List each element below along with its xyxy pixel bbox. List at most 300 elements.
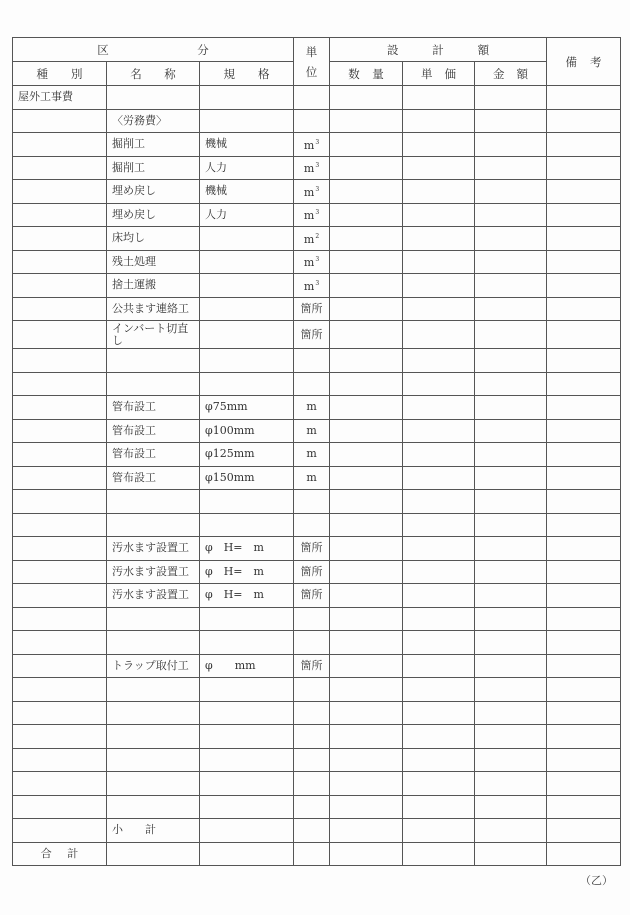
name-cell[interactable] — [107, 678, 200, 702]
spec-cell[interactable]: φ H= m — [200, 584, 294, 608]
remarks-cell[interactable] — [547, 560, 621, 584]
remarks-cell[interactable] — [547, 654, 621, 678]
unit-price-cell[interactable] — [403, 396, 475, 420]
header-design-amount: 設 計 額 — [330, 38, 547, 62]
total-row — [13, 842, 621, 866]
name-cell[interactable] — [107, 631, 200, 655]
remarks-cell[interactable] — [547, 419, 621, 443]
unit-price-cell[interactable] — [403, 607, 475, 631]
unit-cell[interactable] — [294, 701, 330, 725]
form-mark: （乙） — [580, 874, 613, 887]
unit-price-cell[interactable] — [403, 349, 475, 373]
amount-cell[interactable] — [475, 701, 547, 725]
name-cell[interactable] — [107, 372, 200, 396]
unit-price-cell[interactable] — [403, 109, 475, 133]
remarks-cell[interactable] — [547, 227, 621, 251]
quantity-cell[interactable] — [330, 584, 403, 608]
amount-cell[interactable] — [475, 133, 547, 157]
type-cell[interactable] — [13, 584, 107, 608]
type-cell[interactable] — [13, 513, 107, 537]
remarks-cell[interactable] — [547, 133, 621, 157]
table-row — [13, 631, 621, 655]
name-cell[interactable] — [107, 795, 200, 819]
remarks-cell[interactable] — [547, 297, 621, 321]
unit-price-cell[interactable] — [403, 419, 475, 443]
quantity-cell[interactable] — [330, 419, 403, 443]
name-cell[interactable]: 小 計 — [107, 819, 200, 843]
type-cell[interactable] — [13, 537, 107, 561]
table-row — [13, 748, 621, 772]
unit-price-cell[interactable] — [403, 772, 475, 796]
unit-exponent: 2 — [315, 232, 320, 240]
unit-text: m — [306, 400, 317, 414]
unit-cell[interactable] — [294, 180, 330, 204]
unit-cell[interactable] — [294, 227, 330, 251]
name-cell[interactable]: 管布設工 — [107, 396, 200, 420]
unit-cell[interactable] — [294, 86, 330, 110]
table-row — [13, 678, 621, 702]
unit-price-cell[interactable] — [403, 180, 475, 204]
remarks-cell[interactable] — [547, 607, 621, 631]
amount-cell[interactable] — [475, 321, 547, 349]
unit-cell[interactable] — [294, 419, 330, 443]
table-row — [13, 133, 621, 157]
remarks-cell[interactable] — [547, 819, 621, 843]
name-cell[interactable] — [107, 86, 200, 110]
spec-cell[interactable] — [200, 607, 294, 631]
unit-cell[interactable] — [294, 443, 330, 467]
spec-cell[interactable] — [200, 772, 294, 796]
name-cell[interactable] — [107, 513, 200, 537]
type-cell[interactable] — [13, 349, 107, 373]
quantity-cell[interactable] — [330, 396, 403, 420]
spec-cell[interactable]: 人力 — [200, 156, 294, 180]
type-cell[interactable] — [13, 203, 107, 227]
table-row — [13, 86, 621, 110]
table-row — [13, 180, 621, 204]
quantity-cell[interactable] — [330, 725, 403, 749]
unit-text: m — [303, 138, 315, 152]
quantity-cell[interactable] — [330, 560, 403, 584]
name-cell[interactable]: 汚水ます設置工 — [107, 537, 200, 561]
amount-cell[interactable] — [475, 396, 547, 420]
unit-cell[interactable] — [294, 678, 330, 702]
type-cell[interactable] — [13, 725, 107, 749]
unit-price-cell[interactable] — [403, 156, 475, 180]
header-unit-price: 単 価 — [403, 62, 475, 86]
unit-cell[interactable] — [294, 250, 330, 274]
type-cell[interactable] — [13, 466, 107, 490]
quantity-cell[interactable] — [330, 772, 403, 796]
spec-cell[interactable]: φ mm — [200, 654, 294, 678]
table-row — [13, 795, 621, 819]
quantity-cell[interactable] — [330, 795, 403, 819]
table-row — [13, 203, 621, 227]
header-row-1 — [13, 38, 621, 62]
unit-exponent: 3 — [315, 185, 320, 193]
spec-cell[interactable] — [200, 372, 294, 396]
quantity-cell[interactable] — [330, 607, 403, 631]
type-cell[interactable] — [13, 250, 107, 274]
quantity-cell[interactable] — [330, 513, 403, 537]
header-unit: 単位 — [294, 38, 330, 86]
name-cell[interactable]: 公共ます連絡工 — [107, 297, 200, 321]
type-cell[interactable] — [13, 133, 107, 157]
quantity-cell[interactable] — [330, 466, 403, 490]
quantity-cell[interactable] — [330, 203, 403, 227]
name-cell[interactable]: 掘削工 — [107, 133, 200, 157]
quantity-cell[interactable] — [330, 133, 403, 157]
table-row — [13, 109, 621, 133]
table-row — [13, 396, 621, 420]
type-cell[interactable] — [13, 654, 107, 678]
spec-cell[interactable] — [200, 748, 294, 772]
spec-cell[interactable] — [200, 701, 294, 725]
total-cell[interactable] — [475, 842, 547, 866]
remarks-cell[interactable] — [547, 250, 621, 274]
remarks-cell[interactable] — [547, 678, 621, 702]
quantity-cell[interactable] — [330, 274, 403, 298]
remarks-cell[interactable] — [547, 86, 621, 110]
spec-cell[interactable] — [200, 86, 294, 110]
amount-cell[interactable] — [475, 795, 547, 819]
spec-cell[interactable]: φ75mm — [200, 396, 294, 420]
table-row — [13, 156, 621, 180]
name-cell[interactable]: トラップ取付工 — [107, 654, 200, 678]
amount-cell[interactable] — [475, 227, 547, 251]
amount-cell[interactable] — [475, 297, 547, 321]
total-cell[interactable] — [547, 842, 621, 866]
unit-cell[interactable] — [294, 274, 330, 298]
unit-cell[interactable] — [294, 109, 330, 133]
quantity-cell[interactable] — [330, 372, 403, 396]
amount-cell[interactable] — [475, 584, 547, 608]
spec-cell[interactable] — [200, 513, 294, 537]
name-cell[interactable] — [107, 607, 200, 631]
name-cell[interactable]: 捨土運搬 — [107, 274, 200, 298]
name-cell[interactable] — [107, 349, 200, 373]
amount-cell[interactable] — [475, 274, 547, 298]
type-cell[interactable] — [13, 678, 107, 702]
quantity-cell[interactable] — [330, 819, 403, 843]
amount-cell[interactable] — [475, 678, 547, 702]
amount-cell[interactable] — [475, 203, 547, 227]
name-cell[interactable]: 掘削工 — [107, 156, 200, 180]
type-cell[interactable] — [13, 297, 107, 321]
unit-text: 箇所 — [300, 564, 323, 578]
type-cell[interactable] — [13, 156, 107, 180]
remarks-cell[interactable] — [547, 203, 621, 227]
type-cell[interactable]: 屋外工事費 — [13, 86, 107, 110]
table-row — [13, 490, 621, 514]
unit-price-cell[interactable] — [403, 133, 475, 157]
table-row — [13, 772, 621, 796]
unit-price-cell[interactable] — [403, 584, 475, 608]
remarks-cell[interactable] — [547, 701, 621, 725]
quantity-cell[interactable] — [330, 156, 403, 180]
amount-cell[interactable] — [475, 250, 547, 274]
remarks-cell[interactable] — [547, 537, 621, 561]
unit-price-cell[interactable] — [403, 274, 475, 298]
type-cell[interactable] — [13, 701, 107, 725]
spec-cell[interactable] — [200, 795, 294, 819]
remarks-cell[interactable] — [547, 748, 621, 772]
unit-cell[interactable] — [294, 513, 330, 537]
unit-price-cell[interactable] — [403, 748, 475, 772]
remarks-cell[interactable] — [547, 513, 621, 537]
unit-text: 箇所 — [300, 301, 323, 315]
name-cell[interactable]: 〈労務費〉 — [107, 109, 200, 133]
unit-cell[interactable] — [294, 654, 330, 678]
unit-cell[interactable] — [294, 133, 330, 157]
unit-price-cell[interactable] — [403, 537, 475, 561]
unit-cell[interactable] — [294, 203, 330, 227]
amount-cell[interactable] — [475, 560, 547, 584]
spec-cell[interactable] — [200, 490, 294, 514]
unit-cell[interactable] — [294, 560, 330, 584]
name-cell[interactable] — [107, 490, 200, 514]
unit-cell[interactable] — [294, 819, 330, 843]
unit-price-cell[interactable] — [403, 250, 475, 274]
spec-cell[interactable]: 機械 — [200, 133, 294, 157]
quantity-cell[interactable] — [330, 443, 403, 467]
table-row — [13, 513, 621, 537]
unit-text: 箇所 — [300, 541, 323, 555]
unit-price-cell[interactable] — [403, 490, 475, 514]
amount-cell[interactable] — [475, 443, 547, 467]
unit-price-cell[interactable] — [403, 86, 475, 110]
amount-cell[interactable] — [475, 109, 547, 133]
quantity-cell[interactable] — [330, 701, 403, 725]
type-cell[interactable] — [13, 321, 107, 349]
amount-cell[interactable] — [475, 419, 547, 443]
unit-price-cell[interactable] — [403, 321, 475, 349]
remarks-cell[interactable] — [547, 349, 621, 373]
remarks-cell[interactable] — [547, 490, 621, 514]
unit-cell[interactable] — [294, 772, 330, 796]
remarks-cell[interactable] — [547, 772, 621, 796]
name-cell[interactable]: 残土処理 — [107, 250, 200, 274]
type-cell[interactable] — [13, 180, 107, 204]
quantity-cell[interactable] — [330, 490, 403, 514]
remarks-cell[interactable] — [547, 109, 621, 133]
amount-cell[interactable] — [475, 466, 547, 490]
spec-cell[interactable]: φ125mm — [200, 443, 294, 467]
spec-cell[interactable]: 人力 — [200, 203, 294, 227]
total-cell[interactable] — [107, 842, 200, 866]
spec-cell[interactable] — [200, 297, 294, 321]
unit-price-cell[interactable] — [403, 560, 475, 584]
unit-cell[interactable] — [294, 725, 330, 749]
name-cell[interactable]: 埋め戻し — [107, 180, 200, 204]
quantity-cell[interactable] — [330, 631, 403, 655]
total-cell[interactable] — [330, 842, 403, 866]
name-cell[interactable]: インバート切直し — [107, 321, 200, 349]
unit-cell[interactable] — [294, 466, 330, 490]
quantity-cell[interactable] — [330, 349, 403, 373]
spec-cell[interactable] — [200, 349, 294, 373]
amount-cell[interactable] — [475, 513, 547, 537]
type-cell[interactable] — [13, 274, 107, 298]
unit-price-cell[interactable] — [403, 678, 475, 702]
quantity-cell[interactable] — [330, 180, 403, 204]
name-cell[interactable]: 埋め戻し — [107, 203, 200, 227]
spec-cell[interactable]: φ150mm — [200, 466, 294, 490]
type-cell[interactable] — [13, 109, 107, 133]
name-cell[interactable]: 管布設工 — [107, 443, 200, 467]
remarks-cell[interactable] — [547, 443, 621, 467]
name-cell[interactable] — [107, 748, 200, 772]
spec-cell[interactable]: φ H= m — [200, 560, 294, 584]
type-cell[interactable] — [13, 772, 107, 796]
quantity-cell[interactable] — [330, 109, 403, 133]
header-amount: 金 額 — [475, 62, 547, 86]
remarks-cell[interactable] — [547, 795, 621, 819]
type-cell[interactable] — [13, 748, 107, 772]
quantity-cell[interactable] — [330, 250, 403, 274]
spec-cell[interactable] — [200, 250, 294, 274]
unit-cell[interactable] — [294, 396, 330, 420]
unit-cell[interactable] — [294, 297, 330, 321]
quantity-cell[interactable] — [330, 227, 403, 251]
amount-cell[interactable] — [475, 631, 547, 655]
name-cell[interactable] — [107, 701, 200, 725]
quantity-cell[interactable] — [330, 86, 403, 110]
unit-price-cell[interactable] — [403, 227, 475, 251]
unit-cell[interactable] — [294, 584, 330, 608]
table-row — [13, 443, 621, 467]
remarks-cell[interactable] — [547, 180, 621, 204]
table-row — [13, 349, 621, 373]
spec-cell[interactable]: φ100mm — [200, 419, 294, 443]
remarks-cell[interactable] — [547, 725, 621, 749]
name-cell[interactable]: 管布設工 — [107, 419, 200, 443]
unit-price-cell[interactable] — [403, 725, 475, 749]
remarks-cell[interactable] — [547, 156, 621, 180]
unit-cell[interactable] — [294, 795, 330, 819]
type-cell[interactable] — [13, 419, 107, 443]
unit-price-cell[interactable] — [403, 701, 475, 725]
quantity-cell[interactable] — [330, 678, 403, 702]
unit-price-cell[interactable] — [403, 631, 475, 655]
unit-text: m — [306, 447, 317, 461]
spec-cell[interactable] — [200, 321, 294, 349]
name-cell[interactable]: 汚水ます設置工 — [107, 584, 200, 608]
unit-price-cell[interactable] — [403, 297, 475, 321]
unit-price-cell[interactable] — [403, 654, 475, 678]
unit-cell[interactable] — [294, 156, 330, 180]
table-row — [13, 274, 621, 298]
amount-cell[interactable] — [475, 725, 547, 749]
type-cell[interactable] — [13, 795, 107, 819]
unit-cell[interactable] — [294, 631, 330, 655]
quantity-cell[interactable] — [330, 537, 403, 561]
unit-price-cell[interactable] — [403, 819, 475, 843]
spec-cell[interactable] — [200, 678, 294, 702]
name-cell[interactable] — [107, 772, 200, 796]
amount-cell[interactable] — [475, 772, 547, 796]
unit-cell[interactable] — [294, 537, 330, 561]
name-cell[interactable]: 管布設工 — [107, 466, 200, 490]
remarks-cell[interactable] — [547, 396, 621, 420]
spec-cell[interactable] — [200, 274, 294, 298]
unit-cell[interactable] — [294, 748, 330, 772]
type-cell[interactable] — [13, 560, 107, 584]
unit-price-cell[interactable] — [403, 513, 475, 537]
spec-cell[interactable]: 機械 — [200, 180, 294, 204]
amount-cell[interactable] — [475, 180, 547, 204]
amount-cell[interactable] — [475, 372, 547, 396]
type-cell[interactable] — [13, 819, 107, 843]
amount-cell[interactable] — [475, 819, 547, 843]
unit-price-cell[interactable] — [403, 372, 475, 396]
unit-exponent: 3 — [315, 256, 320, 264]
unit-price-cell[interactable] — [403, 795, 475, 819]
type-cell[interactable] — [13, 631, 107, 655]
amount-cell[interactable] — [475, 607, 547, 631]
amount-cell[interactable] — [475, 86, 547, 110]
amount-cell[interactable] — [475, 748, 547, 772]
type-cell[interactable] — [13, 490, 107, 514]
unit-cell[interactable] — [294, 321, 330, 349]
type-cell[interactable] — [13, 443, 107, 467]
spec-cell[interactable] — [200, 227, 294, 251]
unit-price-cell[interactable] — [403, 466, 475, 490]
type-cell[interactable] — [13, 607, 107, 631]
unit-cell[interactable] — [294, 490, 330, 514]
unit-text: m — [303, 162, 315, 176]
quantity-cell[interactable] — [330, 654, 403, 678]
spec-cell[interactable] — [200, 631, 294, 655]
table-row — [13, 227, 621, 251]
type-cell[interactable] — [13, 372, 107, 396]
total-cell[interactable] — [403, 842, 475, 866]
name-cell[interactable]: 床均し — [107, 227, 200, 251]
type-cell[interactable] — [13, 396, 107, 420]
amount-cell[interactable] — [475, 654, 547, 678]
quantity-cell[interactable] — [330, 748, 403, 772]
amount-cell[interactable] — [475, 537, 547, 561]
total-cell[interactable] — [294, 842, 330, 866]
total-cell[interactable] — [200, 842, 294, 866]
remarks-cell[interactable] — [547, 274, 621, 298]
amount-cell[interactable] — [475, 490, 547, 514]
type-cell[interactable] — [13, 227, 107, 251]
header-type: 種 別 — [13, 62, 107, 86]
quantity-cell[interactable] — [330, 297, 403, 321]
unit-cell[interactable] — [294, 372, 330, 396]
table-row — [13, 466, 621, 490]
quantity-cell[interactable] — [330, 321, 403, 349]
spec-cell[interactable] — [200, 725, 294, 749]
unit-cell[interactable] — [294, 607, 330, 631]
spec-cell[interactable] — [200, 109, 294, 133]
unit-cell[interactable] — [294, 349, 330, 373]
remarks-cell[interactable] — [547, 584, 621, 608]
amount-cell[interactable] — [475, 156, 547, 180]
remarks-cell[interactable] — [547, 321, 621, 349]
unit-price-cell[interactable] — [403, 203, 475, 227]
spec-cell[interactable] — [200, 819, 294, 843]
name-cell[interactable] — [107, 725, 200, 749]
remarks-cell[interactable] — [547, 631, 621, 655]
spec-cell[interactable]: φ H= m — [200, 537, 294, 561]
name-cell[interactable]: 汚水ます設置工 — [107, 560, 200, 584]
remarks-cell[interactable] — [547, 466, 621, 490]
remarks-cell[interactable] — [547, 372, 621, 396]
amount-cell[interactable] — [475, 349, 547, 373]
unit-price-cell[interactable] — [403, 443, 475, 467]
